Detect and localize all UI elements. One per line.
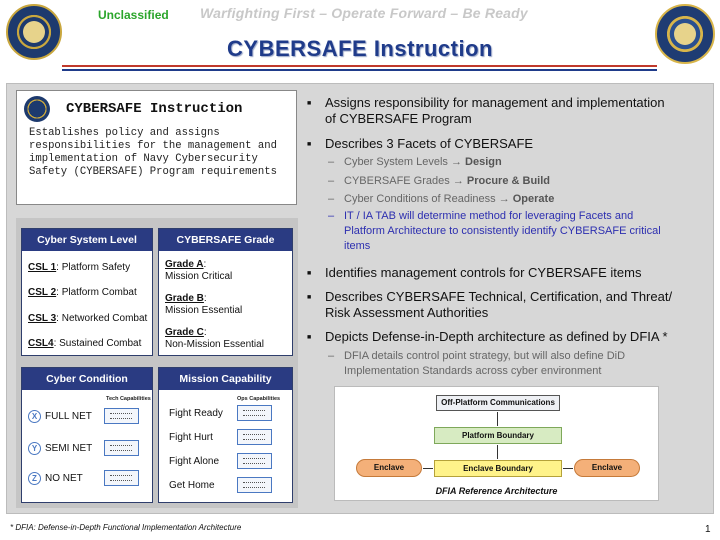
csl-item: CSL4: Sustained Combat bbox=[28, 338, 142, 349]
platform-boundary-box: Platform Boundary bbox=[434, 427, 562, 444]
condition-item: Y SEMI NET bbox=[28, 442, 92, 455]
ops-capability-box bbox=[237, 477, 272, 493]
page-number: 1 bbox=[705, 524, 711, 535]
mission-item: Fight Alone bbox=[169, 456, 220, 467]
csl-item: CSL 3: Networked Combat bbox=[28, 313, 148, 324]
grade-item: Grade C: Non-Mission Essential bbox=[165, 327, 264, 350]
mission-item: Get Home bbox=[169, 480, 215, 491]
condition-item: X FULL NET bbox=[28, 410, 92, 423]
cybersafe-grade-card bbox=[158, 228, 293, 356]
bullet-item: ■ Describes CYBERSAFE Technical, Certification, and Threat/ Risk Assessment Authorities bbox=[308, 289, 672, 321]
tech-capability-box bbox=[104, 408, 139, 424]
tech-capability-box bbox=[104, 440, 139, 456]
card-header: Cyber System Level bbox=[22, 229, 152, 251]
instruction-seal-icon bbox=[24, 96, 50, 122]
instruction-title: CYBERSAFE Instruction bbox=[66, 101, 243, 117]
off-platform-box: Off-Platform Communications bbox=[436, 395, 560, 411]
connector-arrow bbox=[497, 412, 498, 426]
connector-arrow bbox=[497, 445, 498, 459]
classification-label: Unclassified bbox=[98, 8, 169, 22]
connector-arrow bbox=[563, 468, 573, 469]
sub-bullet: – IT / IA TAB will determine method for leveraging Facets and Platform Architecture to consistently identify CYBERSAFE critical items bbox=[328, 209, 661, 254]
tech-capability-box bbox=[104, 470, 139, 486]
diagram-caption: DFIA Reference Architecture bbox=[435, 486, 558, 496]
mission-item: Fight Ready bbox=[169, 408, 223, 419]
card-header: CYBERSAFE Grade bbox=[159, 229, 292, 251]
ops-capability-box bbox=[237, 429, 272, 445]
bullet-item: ■ Describes 3 Facets of CYBERSAFE bbox=[308, 136, 533, 152]
connector-arrow bbox=[423, 468, 433, 469]
enclave-right-box: Enclave bbox=[574, 459, 640, 477]
csl-item: CSL 2: Platform Combat bbox=[28, 287, 137, 298]
bullet-item: ■ Assigns responsibility for management and implementation of CYBERSAFE Program bbox=[308, 95, 665, 127]
cyber-system-level-card bbox=[21, 228, 153, 356]
enclave-boundary-box: Enclave Boundary bbox=[434, 460, 562, 477]
sub-bullet: – DFIA details control point strategy, but will also define DiD Implementation Standards across cyber environment bbox=[328, 349, 625, 379]
y-circle-icon: Y bbox=[28, 442, 41, 455]
condition-item: Z NO NET bbox=[28, 472, 83, 485]
x-circle-icon: X bbox=[28, 410, 41, 423]
page-title: CYBERSAFE Instruction bbox=[227, 36, 493, 61]
sub-bullet: – Cyber Conditions of Readiness → Operate bbox=[328, 192, 554, 207]
ops-capability-box bbox=[237, 405, 272, 421]
title-rule-red bbox=[62, 65, 657, 67]
enclave-left-box: Enclave bbox=[356, 459, 422, 477]
bullet-item: ■ Identifies management controls for CYBERSAFE items bbox=[308, 265, 641, 281]
title-rule-blue bbox=[62, 69, 657, 71]
instruction-description: Establishes policy and assigns responsibilities for the management and implementation of Navy Cybersecurity Safety (CYBERSAFE) Program requirements bbox=[29, 127, 277, 178]
grade-item: Grade A: Mission Critical bbox=[165, 259, 233, 282]
ops-capabilities-label: Ops Capabilities bbox=[237, 396, 281, 402]
card-header: Cyber Condition bbox=[22, 368, 152, 390]
card-header: Mission Capability bbox=[159, 368, 292, 390]
cyber-condition-card bbox=[21, 367, 153, 503]
sub-bullet: – CYBERSAFE Grades → Procure & Build bbox=[328, 174, 550, 189]
motto: Warfighting First – Operate Forward – Be Ready bbox=[200, 5, 528, 21]
mission-capability-card bbox=[158, 367, 293, 503]
bullet-item: ■ Depicts Defense-in-Depth architecture as defined by DFIA * bbox=[308, 329, 668, 345]
ops-capability-box bbox=[237, 453, 272, 469]
sub-bullet: – Cyber System Levels → Design bbox=[328, 155, 502, 170]
mission-item: Fight Hurt bbox=[169, 432, 213, 443]
z-circle-icon: Z bbox=[28, 472, 41, 485]
grade-item: Grade B: Mission Essential bbox=[165, 293, 243, 316]
csl-item: CSL 1: Platform Safety bbox=[28, 262, 131, 273]
tech-capabilities-label: Tech Capabilities bbox=[106, 396, 151, 402]
footnote: * DFIA: Defense-in-Depth Functional Implementation Architecture bbox=[10, 523, 242, 532]
